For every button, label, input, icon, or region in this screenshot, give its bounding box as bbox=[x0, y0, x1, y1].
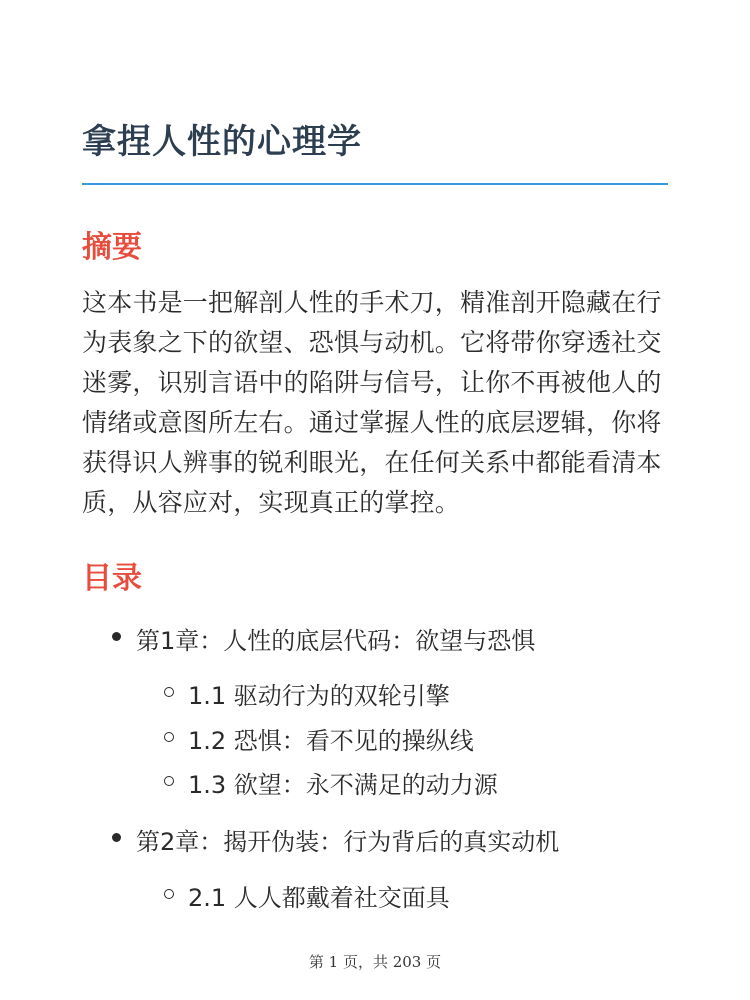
bullet-circle-icon bbox=[164, 776, 174, 786]
bullet-circle-icon bbox=[164, 687, 174, 697]
toc-chapter-1: 第1章：人性的底层代码：欲望与恐惧 bbox=[136, 627, 536, 655]
bullet-disc-icon bbox=[112, 833, 121, 842]
title-divider bbox=[82, 183, 668, 185]
toc-section-1-3: 1.3 欲望：永不满足的动力源 bbox=[188, 771, 498, 799]
page-footer: 第 1 页，共 203 页 bbox=[308, 953, 442, 971]
bullet-disc-icon bbox=[112, 632, 121, 641]
toc-section-1-2: 1.2 恐惧：看不见的操纵线 bbox=[188, 727, 474, 755]
toc-heading: 目录 bbox=[82, 561, 142, 596]
toc-section-1-1: 1.1 驱动行为的双轮引擎 bbox=[188, 682, 450, 710]
bullet-circle-icon bbox=[164, 732, 174, 742]
toc-chapter-2: 第2章：揭开伪装：行为背后的真实动机 bbox=[136, 828, 560, 856]
document-title: 拿捏人性的心理学 bbox=[82, 122, 362, 162]
bullet-circle-icon bbox=[164, 889, 174, 899]
toc-section-2-1: 2.1 人人都戴着社交面具 bbox=[188, 884, 450, 912]
summary-heading: 摘要 bbox=[82, 230, 142, 265]
summary-paragraph: 这本书是一把解剖人性的手术刀，精准剖开隐藏在行为表象之下的欲望、恐惧与动机。它将带你穿透社交迷雾，识别言语中的陷阱与信号，让你不再被他人的情绪或意图所左右。通过掌握人性的底层逻辑，你将获得识人辨事的锐利眼光，在任何关系中都能看清本质，从容应对，实现真正的掌控。 bbox=[82, 288, 662, 517]
